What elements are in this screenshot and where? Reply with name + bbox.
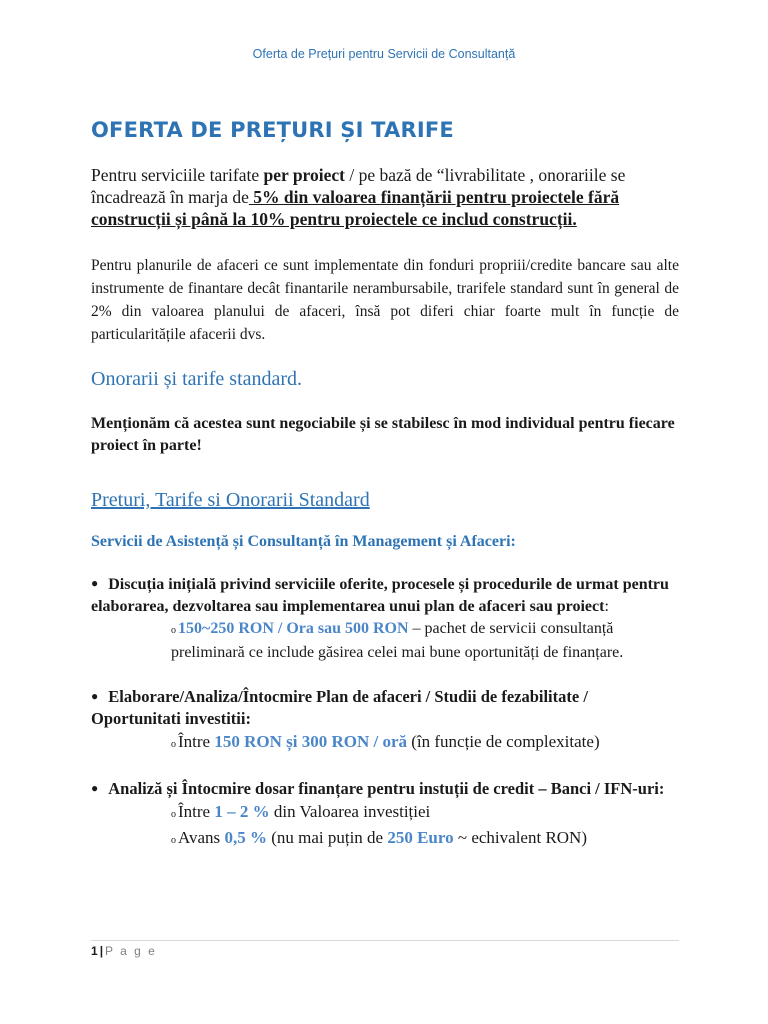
bullet-tail: : — [604, 598, 609, 615]
intro-paragraph — [91, 164, 679, 230]
sub-text: ~ echivalent RON) — [453, 828, 587, 847]
list-item — [91, 572, 679, 618]
circle-bullet-icon: o — [171, 835, 176, 846]
bullet-icon: ● — [91, 781, 99, 795]
footer-divider — [91, 940, 679, 941]
sub-text: – pachet de servicii consultanță preliminară ce include găsirea celei mai bune oportunități de finanțare. — [171, 620, 624, 661]
page-footer — [91, 944, 157, 958]
sub-item — [171, 800, 679, 826]
bullet-text: Analiză și Întocmire dosar finanțare pentru instuții de credit – Banci / IFN-uri: — [108, 779, 665, 798]
circle-bullet-icon: o — [171, 809, 176, 820]
negotiable-note: Menționăm că acestea sunt negociabile și se stabilesc în mod individual pentru fiecare proiect în parte! — [91, 415, 675, 454]
sub-text: (în funcție de complexitate) — [407, 732, 600, 751]
bullet-icon: ● — [91, 689, 99, 703]
price-highlight: 150~250 RON / Ora sau 500 RON — [178, 620, 409, 637]
heading-preturi: Preturi, Tarife si Onorarii Standard — [91, 489, 370, 511]
document-title: OFERTA DE PREȚURI ȘI TARIFE — [91, 118, 454, 142]
business-plan-paragraph: Pentru planurile de afaceri ce sunt implementate din fonduri propriii/credite bancare sau alte instrumente de finantare decât finantarile nerambursabile, trarifele standard sunt în general de 2% din valoarea planului de afaceri, însă pot diferi chiar foarte mult în funcție de particularitățile afacerii dvs. — [91, 257, 679, 343]
list-item — [91, 685, 679, 730]
page-header: Oferta de Prețuri pentru Servicii de Consultanță — [252, 47, 516, 61]
bullet-icon: ● — [91, 576, 99, 590]
intro-text-2: / pe bază de “livrabilitate , onorariile se încadrează în marja de — [91, 165, 626, 207]
sub-item — [171, 826, 679, 852]
sub-item — [171, 730, 679, 756]
footer-separator: | — [99, 944, 104, 958]
heading-onorarii: Onorarii și tarife standard. — [91, 368, 303, 390]
page-number: 1 — [91, 944, 98, 958]
sub-text: din Valoarea investiției — [269, 802, 431, 821]
circle-bullet-icon: o — [171, 739, 176, 750]
page-label: P a g e — [105, 944, 157, 958]
sub-mid: (nu mai puțin de — [266, 828, 388, 847]
circle-bullet-icon: o — [171, 625, 176, 636]
sub-pre: Între — [178, 802, 215, 821]
intro-text-1: Pentru serviciile tarifate — [91, 165, 264, 185]
sub-pre: Între — [178, 732, 215, 751]
document-body — [91, 118, 679, 852]
price-highlight: 0,5 % — [224, 828, 267, 847]
sub-item — [171, 618, 679, 664]
price-highlight: 1 – 2 % — [214, 802, 270, 821]
price-highlight: 150 RON și 300 RON / oră — [214, 732, 408, 751]
sub-pre: Avans — [178, 828, 225, 847]
bullet-text: Discuția inițială privind serviciile oferite, procesele și procedurile de urmat pentru elaborarea, dezvoltarea sau implementarea unui plan de afaceri sau proiect — [91, 576, 669, 615]
list-item — [91, 777, 679, 800]
intro-bold-per-proiect: per proiect — [263, 165, 345, 185]
heading-servicii: Servicii de Asistență și Consultanță în Management și Afaceri: — [91, 533, 516, 550]
intro-bold-underline: 5% din valoarea finanțării pentru proiectele fără construcții și până la 10% pentru proiectele ce includ construcții. — [91, 187, 620, 229]
price-highlight-2: 250 Euro — [387, 828, 454, 847]
bullet-text: Elaborare/Analiza/Întocmire Plan de afaceri / Studii de fezabilitate / Oportunitati investitii: — [91, 687, 588, 728]
